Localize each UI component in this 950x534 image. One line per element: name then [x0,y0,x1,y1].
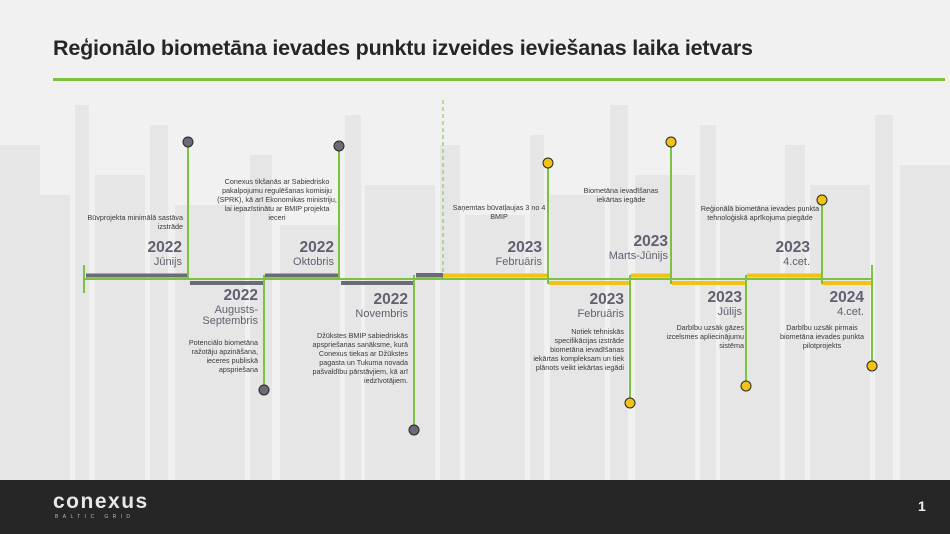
event-3-month: Oktobris [293,256,334,268]
event-6-month: Februāris [577,308,624,320]
event-1-description: Būvprojekta minimālā sastāva izstrāde [87,213,183,231]
milestone-dot [409,425,419,435]
event-7-year: 2023 [633,233,668,250]
event-7-description: Biometāna ievadīšanas iekārtas iegāde [583,186,659,204]
event-6-year: 2023 [589,291,624,308]
event-4-month: Novembris [355,308,408,320]
event-3-year: 2022 [299,239,334,256]
event-8-year: 2023 [707,289,742,306]
event-9-description: Reģionālā biometāna ievades punkta tehnoloģiskā aprīkojuma piegāde [700,204,820,222]
event-2-description: Potenciālo biometāna ražotāju apzināšana, ieceres publiskā apspriešana [188,338,258,374]
event-4-description: Džūkstes BMIP sabiedriskās apspriešanas sanāksme, kurā Conexus tiekas ar Džūkstes pagasta un Tukuma novada pašvaldību pārstāvjiem, kā arī iedzīvotājiem. [312,331,408,385]
timeline-bar-segment [416,273,443,278]
timeline-bar-segment [631,274,671,278]
timeline-bar-segment [822,281,872,285]
page-number: 1 [918,498,926,514]
event-3-description: Conexus tikšanās ar Sabiedrisko pakalpojumu regulēšanas komisiju (SPRK), kā arī Ekonomikas ministriju, lai iepazīstinātu ar BMIP projekta ieceri [217,177,337,222]
conexus-logo: conexus [53,490,149,513]
milestone-dot [543,158,553,168]
event-8-month: Jūlijs [717,306,742,318]
page-title: Reģionālo biometāna ievades punktu izveides ieviešanas laika ietvars [53,36,753,60]
milestone-dot [625,398,635,408]
event-1-month: Jūnijs [153,256,182,268]
event-5-month: Februāris [495,256,542,268]
milestone-dot [666,137,676,147]
conexus-logo-subtitle: BALTIC GRID [55,514,135,520]
milestone-dot [183,137,193,147]
timeline-bar-segment [341,281,413,285]
timeline-bar-segment [265,274,339,278]
timeline-bar-segment [443,274,547,278]
event-4-year: 2022 [373,291,408,308]
event-2-year: 2022 [223,287,258,304]
event-9-month: 4.cet. [783,256,810,268]
event-5-description: Saņemtas būvatļaujas 3 no 4 BMIP [452,203,546,221]
timeline-bar-segment [549,281,629,285]
event-7-month: Marts-Jūnijs [608,250,668,262]
milestone-dot [741,381,751,391]
event-10-month: 4.cet. [837,306,864,318]
event-8-description: Darbību uzsāk gāzes izcelsmes apliecinājumu sistēma [666,323,744,350]
timeline-bar-segment [747,274,821,278]
event-10-year: 2024 [829,289,864,306]
event-5-year: 2023 [507,239,542,256]
timeline-bar-segment [190,281,264,285]
event-10-description: Darbību uzsāk pirmais biometāna ievades punkta pilotprojekts [780,323,864,350]
event-1-year: 2022 [147,239,182,256]
milestone-dot [867,361,877,371]
timeline-bar-segment [86,274,188,278]
event-6-description: Notiek tehniskās specifikācijas izstrāde biometāna ievadīšanas iekārtas kompleksam un tiek plānots veikt iekārtas iegādi [533,327,624,372]
event-9-year: 2023 [775,239,810,256]
milestone-dot [334,141,344,151]
event-2-month: Augusts-Septembris [202,304,258,327]
milestone-dot [259,385,269,395]
timeline-bar-segment [672,281,745,285]
